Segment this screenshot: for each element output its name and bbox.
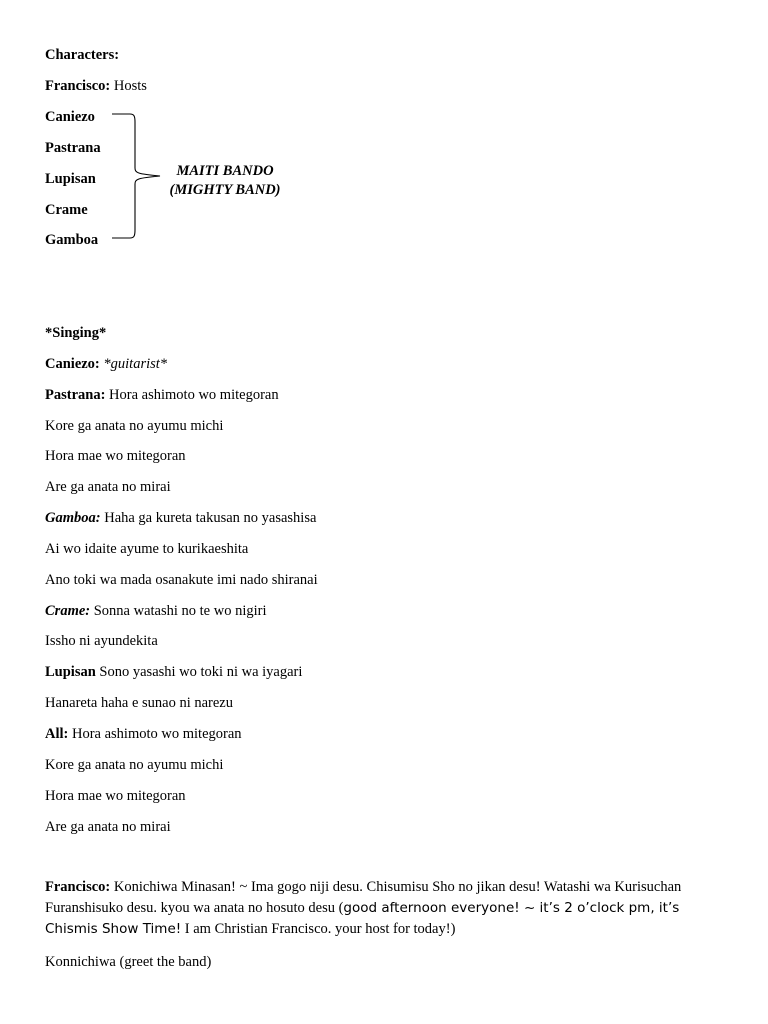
lyric-line: Ano toki wa mada osanakute imi nado shiranai [45,572,318,588]
dialogue-text-end: I am Christian Francisco. your host for today!) [181,921,456,937]
lyric-line: Hora mae wo mitegoran [45,788,186,804]
lyric-text: Sono yasashi wo toki ni wa iyagari [99,664,303,680]
lyric-line: Kore ga anata no ayumu michi [45,418,224,434]
member-pastrana: Pastrana [45,140,101,156]
lyric-line: Are ga anata no mirai [45,819,171,835]
lyric-line: Ai wo idaite ayume to kurikaeshita [45,541,249,557]
host-dialogue [45,877,717,940]
speaker-label: Lupisan [45,664,96,680]
lyric-line [45,602,267,620]
greeting-line: Konnichiwa (greet the band) [45,954,212,970]
band-name-line2: (MIGHTY BAND) [169,182,281,198]
lyric-text: *guitarist* [103,356,168,372]
lyric-text: Haha ga kureta takusan no yasashisa [104,510,317,526]
speaker-label: Caniezo: [45,356,100,372]
lyric-line: Are ga anata no mirai [45,479,171,495]
lyric-line: Issho ni ayundekita [45,633,158,649]
lyric-line: Kore ga anata no ayumu michi [45,757,224,773]
lyric-line [45,386,279,404]
member-crame: Crame [45,202,88,218]
speaker-label: All: [45,726,69,742]
lyric-line [45,509,316,527]
host-name: Francisco: [45,78,111,94]
lyric-text: Hora ashimoto wo mitegoran [71,726,242,742]
speaker-label: Gamboa: [45,510,101,526]
speaker-label: Pastrana: [45,387,106,403]
member-lupisan: Lupisan [45,171,96,187]
lyric-line: Hanareta haha e sunao ni narezu [45,695,233,711]
dialogue-translation: good afternoon everyone! ~ it’s 2 o’clock pm, it’s Chismis Show Time! [45,900,680,937]
lyric-line: Hora mae wo mitegoran [45,448,186,464]
speaker-label: Crame: [45,603,91,619]
lyric-line [45,355,167,373]
lyric-line [45,663,302,681]
lyric-text: Sonna watashi no te wo nigiri [93,603,267,619]
member-gamboa: Gamboa [45,232,99,248]
band-name-line1: MAITI BANDO [176,163,274,179]
dialogue-text: Konichiwa Minasan! ~ Ima gogo niji desu. Chisumisu Sho no jikan desu! Watashi wa Kurisuchan Furanshisuko desu. kyou wa anata no hosuto desu ( [45,879,682,916]
lyric-text: Hora ashimoto wo mitegoran [109,387,279,403]
member-caniezo: Caniezo [45,109,95,125]
host-role: Hosts [113,78,147,94]
singing-heading: *Singing* [45,325,107,341]
host-line [45,77,147,95]
speaker-label: Francisco: [45,879,111,895]
characters-heading: Characters: [45,47,120,63]
lyric-line [45,725,242,743]
